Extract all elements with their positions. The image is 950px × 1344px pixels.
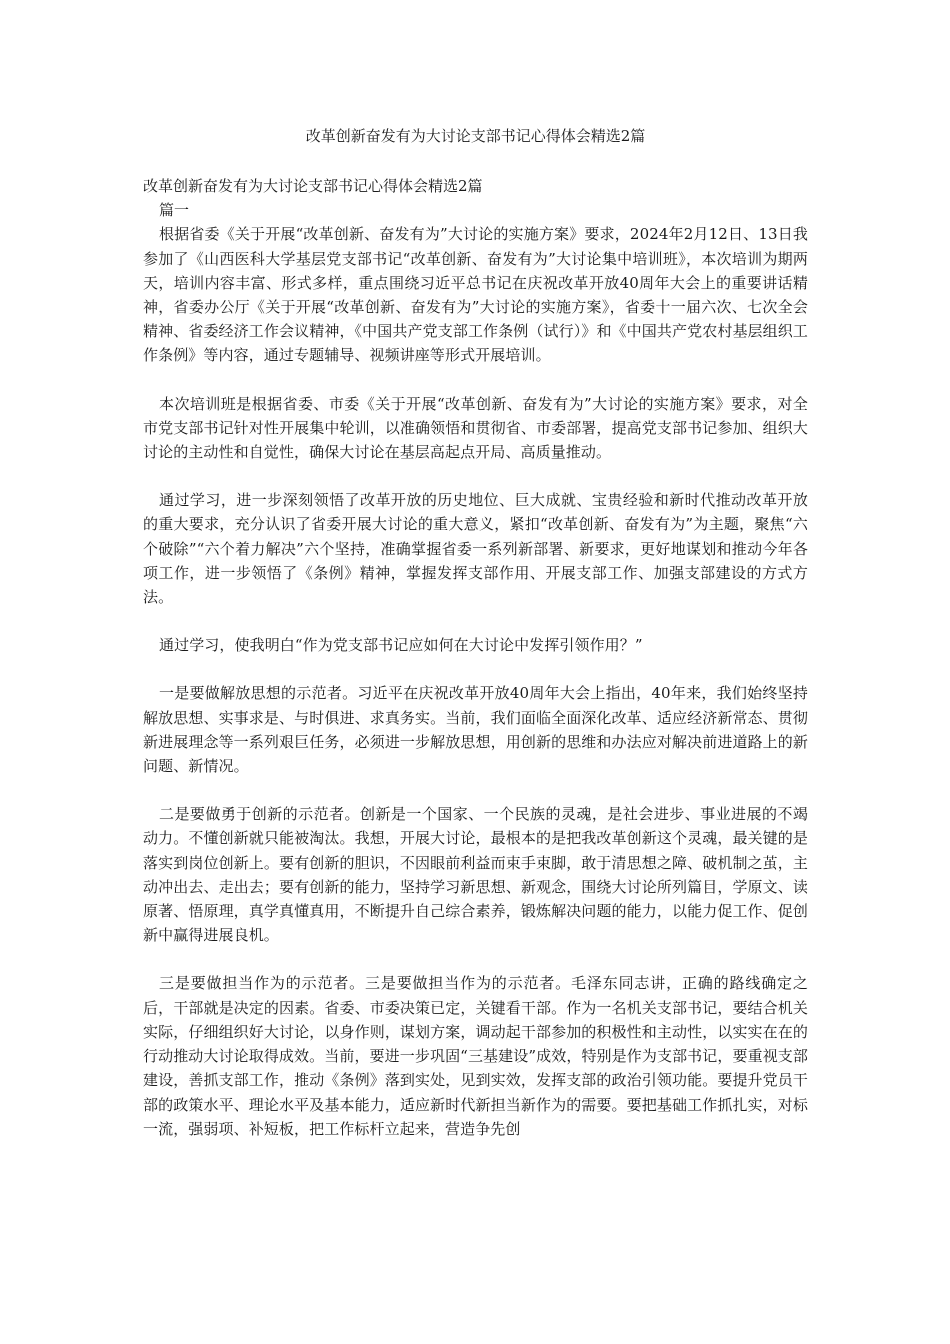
paragraph: 二是要做勇于创新的示范者。创新是一个国家、一个民族的灵魂，是社会进步、事业进展的不竭动力。不懂创新就只能被淘汰。我想，开展大讨论，最根本的是把我改革创新这个灵魂，最关键的是落实到岗位创新上。要有创新的胆识，不因眼前利益而束手束脚，敢于清思想之障、破机制之茧，主动冲出去、走出去；要有创新的能力，坚持学习新思想、新观念，围绕大讨论所列篇目，学原文、读原著、悟原理，真学真懂真用，不断提升自己综合素养，锻炼解决问题的能力，以能力促工作、促创新中赢得进展良机。 [143,805,808,945]
document-body [143,174,808,1165]
document-title: 改革创新奋发有为大讨论支部书记心得体会精选2篇 [305,127,646,145]
paragraph: 通过学习，使我明白“作为党支部书记应如何在大讨论中发挥引领作用？” [159,636,643,655]
paragraph: 一是要做解放思想的示范者。习近平在庆祝改革开放40周年大会上指出，40年来，我们始终坚持解放思想、实事求是、与时俱进、求真务实。当前，我们面临全面深化改革、适应经济新常态、贯彻新进展理念等一系列艰巨任务，必须进一步解放思想，用创新的思维和办法应对解决前进道路上的新问题、新情况。 [143,684,808,776]
section-label: 篇一 [159,201,190,220]
paragraph: 三是要做担当作为的示范者。三是要做担当作为的示范者。毛泽东同志讲，正确的路线确定之后，干部就是决定的因素。省委、市委决策已定，关键看干部。作为一名机关支部书记，要结合机关实际，仔细组织好大讨论，以身作则，谋划方案，调动起干部参加的积极性和主动性，以实实在在的行动推动大讨论取得成效。当前，要进一步巩固“三基建设”成效，特别是作为支部书记，要重视支部建设，善抓支部工作，推动《条例》落到实处，见到实效，发挥支部的政治引领功能。要提升党员干部的政策水平、理论水平及基本能力，适应新时代新担当新作为的需要。要把基础工作抓扎实，对标一流，强弱项、补短板，把工作标杆立起来，营造争先创 [143,974,808,1138]
paragraph: 通过学习，进一步深刻领悟了改革开放的历史地位、巨大成就、宝贵经验和新时代推动改革开放的重大要求，充分认识了省委开展大讨论的重大意义，紧扣“改革创新、奋发有为”为主题，聚焦“六个破除”“六个着力解决”六个坚持，准确掌握省委一系列新部署、新要求，更好地谋划和推动今年各项工作，进一步领悟了《条例》精神，掌握发挥支部作用、开展支部工作、加强支部建设的方式方法。 [143,491,808,607]
paragraph: 本次培训班是根据省委、市委《关于开展“改革创新、奋发有为”大讨论的实施方案》要求，对全市党支部书记针对性开展集中轮训，以准确领悟和贯彻省、市委部署，提高党支部书记参加、组织大讨论的主动性和自觉性，确保大讨论在基层高起点开局、高质量推动。 [143,394,808,462]
paragraph: 根据省委《关于开展“改革创新、奋发有为”大讨论的实施方案》要求，2024年2月12日、13日我参加了《山西医科大学基层党支部书记“改革创新、奋发有为”大讨论集中培训班》，本次培训为期两天，培训内容丰富、形式多样，重点围绕习近平总书记在庆祝改革开放40周年大会上的重要讲话精神，省委办公厅《关于开展“改革创新、奋发有为”大讨论的实施方案》，省委十一届六次、七次全会精神、省委经济工作会议精神，《中国共产党支部工作条例（试行）》和《中国共产党农村基层组织工作条例》等内容，通过专题辅导、视频讲座等形式开展培训。 [143,225,808,365]
document-subtitle: 改革创新奋发有为大讨论支部书记心得体会精选2篇 [143,177,483,195]
